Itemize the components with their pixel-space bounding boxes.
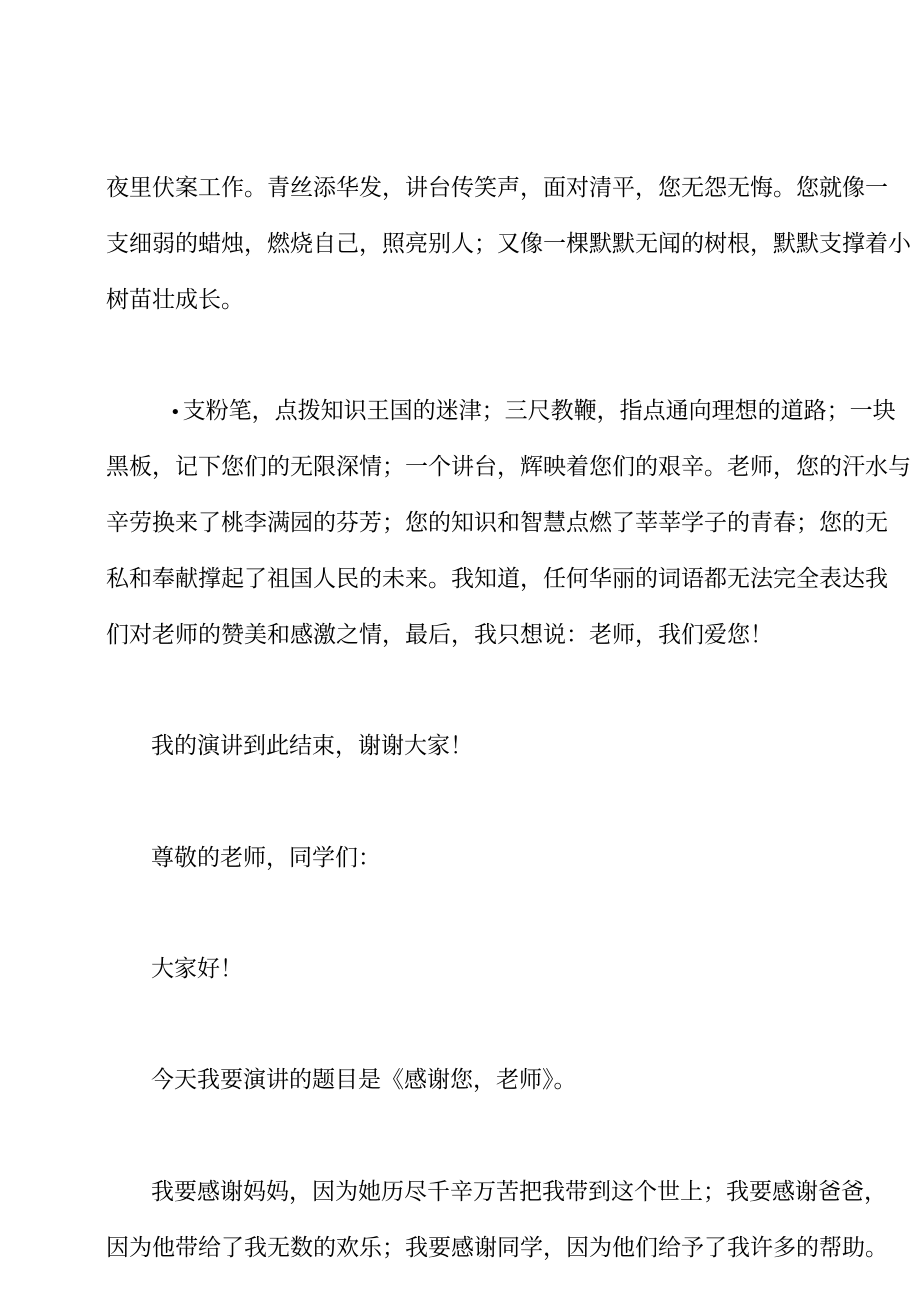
paragraph-3-line-1: 我要感谢妈妈，因为她历尽千辛万苦把我带到这个世上；我要感谢爸爸， xyxy=(151,1179,887,1205)
salutation-line: 尊敬的老师，同学们： xyxy=(151,845,381,871)
paragraph-2-line-4: 私和奉献撑起了祖国人民的未来。我知道，任何华丽的词语都无法完全表达我 xyxy=(106,566,888,592)
greeting-line: 大家好！ xyxy=(151,956,243,982)
paragraph-3-line-2: 因为他带给了我无数的欢乐；我要感谢同学，因为他们给予了我许多的帮助。 xyxy=(106,1235,888,1261)
paragraph-2-line-3: 辛劳换来了桃李满园的芬芳；您的知识和智慧点燃了莘莘学子的青春；您的无 xyxy=(106,510,888,536)
topic-line: 今天我要演讲的题目是《感谢您，老师》。 xyxy=(151,1067,577,1093)
paragraph-2-line-2: 黑板，记下您们的无限深情；一个讲台，辉映着您们的艰辛。老师，您的汗水与 xyxy=(106,454,911,480)
paragraph-1-line-1: 夜里伏案工作。青丝添华发，讲台传笑声，面对清平，您无怨无悔。您就像一 xyxy=(106,175,888,201)
paragraph-1-line-3: 树苗壮成长。 xyxy=(106,287,244,313)
bullet-icon: • xyxy=(170,402,181,423)
closing-line: 我的演讲到此结束，谢谢大家！ xyxy=(151,733,473,759)
paragraph-1-line-2: 支细弱的蜡烛，燃烧自己，照亮别人；又像一棵默默无闻的树根，默默支撑着小 xyxy=(106,231,911,257)
paragraph-2-line-5: 们对老师的赞美和感激之情，最后，我只想说：老师，我们爱您！ xyxy=(106,622,773,648)
paragraph-2-line-1-text: 支粉笔，点拨知识王国的迷津；三尺教鞭，指点通向理想的道路；一块 xyxy=(182,398,896,424)
paragraph-2-line-1 xyxy=(170,397,896,427)
